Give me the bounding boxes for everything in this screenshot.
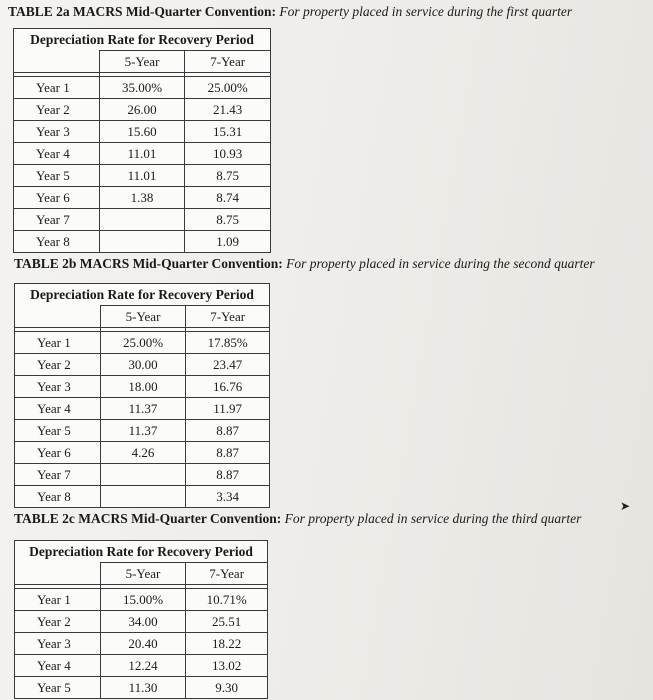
table-row	[15, 464, 270, 486]
table-row	[14, 165, 271, 187]
row-label: Year 6	[15, 442, 101, 464]
row-label: Year 7	[14, 209, 100, 231]
row-label: Year 7	[15, 464, 101, 486]
table-row	[15, 611, 268, 633]
rate-7year: 8.87	[186, 464, 270, 486]
rate-5year: 25.00%	[100, 332, 186, 354]
rate-5year: 20.40	[100, 633, 186, 655]
rate-7year: 1.09	[185, 231, 271, 253]
table-2c-header: Depreciation Rate for Recovery Period	[15, 541, 268, 563]
table-row	[14, 77, 271, 99]
rate-7year: 10.93	[185, 143, 271, 165]
rate-5year: 30.00	[100, 354, 186, 376]
table-row	[15, 655, 268, 677]
row-label: Year 3	[15, 376, 101, 398]
table-2b-subtitle: For property placed in service during the second quarter	[286, 256, 595, 271]
rate-5year: 11.37	[100, 398, 186, 420]
table-row	[15, 398, 270, 420]
rate-7year: 9.30	[186, 677, 268, 699]
rate-7year: 8.75	[185, 209, 271, 231]
rate-5year: 11.01	[99, 143, 185, 165]
rate-5year	[99, 209, 185, 231]
table-2a-title: TABLE 2a MACRS Mid-Quarter Convention:	[8, 4, 277, 19]
table-2b-col-7year: 7-Year	[186, 306, 270, 328]
table-2b-col-5year: 5-Year	[100, 306, 186, 328]
rate-7year: 8.87	[186, 442, 270, 464]
rate-7year: 8.75	[185, 165, 271, 187]
table-row	[15, 442, 270, 464]
row-label: Year 4	[15, 655, 101, 677]
rate-5year: 12.24	[100, 655, 186, 677]
table-row	[14, 143, 271, 165]
rate-5year: 11.01	[99, 165, 185, 187]
row-label: Year 6	[14, 187, 100, 209]
rate-7year: 25.51	[186, 611, 268, 633]
rate-5year: 35.00%	[99, 77, 185, 99]
table-2b-corner	[15, 306, 101, 328]
rate-7year: 11.97	[186, 398, 270, 420]
table-2c	[14, 540, 268, 699]
table-2c-heading	[14, 511, 581, 527]
rate-7year: 23.47	[186, 354, 270, 376]
table-2a-header: Depreciation Rate for Recovery Period	[14, 29, 271, 51]
row-label: Year 1	[15, 589, 101, 611]
row-label: Year 4	[14, 143, 100, 165]
rate-5year	[100, 464, 186, 486]
table-2c-col-7year: 7-Year	[186, 563, 268, 585]
rate-5year: 4.26	[100, 442, 186, 464]
rate-5year: 34.00	[100, 611, 186, 633]
table-row	[14, 231, 271, 253]
row-label: Year 5	[14, 165, 100, 187]
row-label: Year 5	[15, 420, 101, 442]
rate-5year: 26.00	[99, 99, 185, 121]
row-label: Year 3	[14, 121, 100, 143]
rate-5year: 11.37	[100, 420, 186, 442]
rate-7year: 17.85%	[186, 332, 270, 354]
rate-5year: 15.00%	[100, 589, 186, 611]
table-2a-heading	[8, 4, 572, 20]
row-label: Year 2	[15, 611, 101, 633]
table-2b-heading	[14, 256, 595, 272]
rate-7year: 8.87	[186, 420, 270, 442]
table-row	[15, 633, 268, 655]
row-label: Year 3	[15, 633, 101, 655]
table-row	[15, 589, 268, 611]
row-label: Year 1	[14, 77, 100, 99]
rate-5year: 1.38	[99, 187, 185, 209]
rate-7year: 3.34	[186, 486, 270, 508]
rate-7year: 13.02	[186, 655, 268, 677]
table-2c-title: TABLE 2c MACRS Mid-Quarter Convention:	[14, 511, 282, 526]
table-row	[15, 420, 270, 442]
table-2b-header: Depreciation Rate for Recovery Period	[15, 284, 270, 306]
row-label: Year 8	[14, 231, 100, 253]
row-label: Year 2	[15, 354, 101, 376]
rate-5year	[100, 486, 186, 508]
table-row	[15, 332, 270, 354]
table-2a	[13, 28, 271, 253]
rate-7year: 18.22	[186, 633, 268, 655]
table-row	[15, 677, 268, 699]
row-label: Year 8	[15, 486, 101, 508]
rate-7year: 16.76	[186, 376, 270, 398]
mouse-cursor-icon: ➤	[620, 499, 631, 513]
table-2a-col-5year: 5-Year	[99, 51, 185, 73]
rate-7year: 10.71%	[186, 589, 268, 611]
table-row	[14, 187, 271, 209]
row-label: Year 4	[15, 398, 101, 420]
table-2a-subtitle: For property placed in service during the first quarter	[279, 4, 573, 19]
table-row	[15, 486, 270, 508]
table-row	[14, 99, 271, 121]
table-2c-corner	[15, 563, 101, 585]
table-2c-subtitle: For property placed in service during the third quarter	[284, 511, 582, 526]
table-2a-col-7year: 7-Year	[185, 51, 271, 73]
table-row	[14, 121, 271, 143]
rate-7year: 21.43	[185, 99, 271, 121]
row-label: Year 5	[15, 677, 101, 699]
rate-7year: 25.00%	[185, 77, 271, 99]
table-2a-corner	[14, 51, 100, 73]
rate-5year: 15.60	[99, 121, 185, 143]
table-2b	[14, 283, 270, 508]
rate-5year: 11.30	[100, 677, 186, 699]
rate-7year: 8.74	[185, 187, 271, 209]
row-label: Year 2	[14, 99, 100, 121]
table-row	[14, 209, 271, 231]
rate-7year: 15.31	[185, 121, 271, 143]
table-2b-title: TABLE 2b MACRS Mid-Quarter Convention:	[14, 256, 283, 271]
table-row	[15, 376, 270, 398]
table-2c-col-5year: 5-Year	[100, 563, 186, 585]
table-row	[15, 354, 270, 376]
rate-5year: 18.00	[100, 376, 186, 398]
row-label: Year 1	[15, 332, 101, 354]
rate-5year	[99, 231, 185, 253]
